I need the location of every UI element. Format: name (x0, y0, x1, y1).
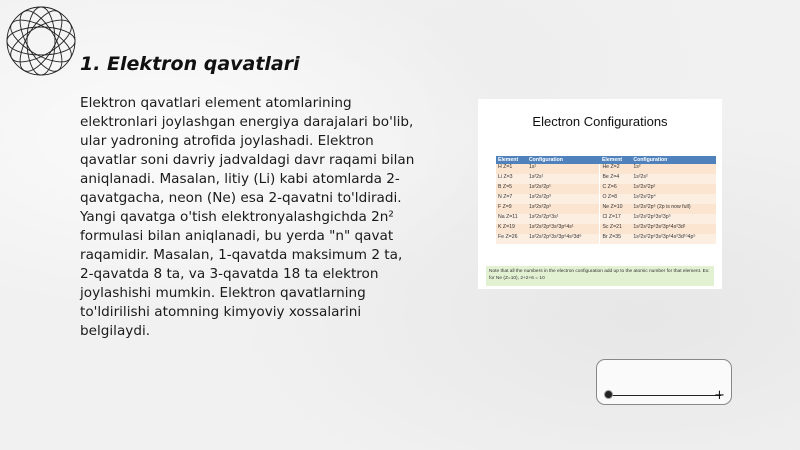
table-cell: 1s²2s²2p⁶3s²3p⁵ (631, 214, 716, 224)
table-cell: 1s²2s² (631, 174, 716, 184)
table-cell: 1s²2s²2p⁶3s¹ (527, 214, 600, 224)
table-cell: H Z=1 (496, 164, 527, 174)
table-cell: 1s²2s²2p¹ (527, 184, 600, 194)
table-cell: B Z=5 (496, 184, 527, 194)
circle-ornament-icon (4, 4, 78, 78)
electron-configuration-image (478, 99, 722, 289)
slide-body-text: Elektron qavatlari element atomlarining elektronlari joylashgan energiya darajalari bo'lib, ular yadroning atrofida joylashadi. Elektron qavatlar soni davriy jadvaldagi davr raqami bilan aniqlanadi. Masalan, litiy (Li) kabi atomlarda 2-qavatgacha, neon (Ne) esa 2-qavatni to'ldiradi. Yangi qavatga o'tish elektronyalashgichda 2n² formulasi bilan aniqlanadi, bu yerda "n" qavat raqamidir. Masalan, 1-qavatda maksimum 2 ta, 2-qavatda 8 ta, va 3-qavatda 18 ta elektron joylashishi mumkin. Elektron qavatlarning to'ldirilishi atomning kimyoviy xossalarini belgilaydi. (80, 95, 415, 339)
table-cell: Sc Z=21 (600, 224, 631, 234)
table-cell: F Z=9 (496, 204, 527, 214)
table-cell: Be Z=4 (600, 174, 631, 184)
table-cell: 1s²2s²2p⁶3s²3p⁶4s²3d¹ (631, 224, 716, 234)
plus-icon[interactable]: + (714, 388, 725, 403)
header-element-2: Element (600, 156, 631, 164)
table-cell: 1s²2s²2p⁶3s²3p⁶4s¹ (527, 224, 600, 234)
table-cell: 1s²2s²2p⁶3s²3p⁶4s²3d⁶ (527, 234, 600, 244)
table-row (496, 174, 716, 184)
table-cell: 1s²2s²2p⁴ (631, 194, 716, 204)
table-cell: 1s²2s¹ (527, 174, 600, 184)
table-row (496, 224, 716, 234)
header-configuration-1: Configuration (527, 156, 600, 164)
table-cell: Li Z=3 (496, 174, 527, 184)
table-header-row (496, 156, 716, 164)
configuration-note: Note that all the numbers in the electron configuration add up to the atomic number for that element. Ex: for Ne (Z=10), 2+2+6 = 10 (486, 266, 714, 286)
table-cell: 1s²2s²2p⁶ (2p is now full) (631, 204, 716, 214)
media-control-box[interactable] (596, 359, 732, 405)
table-cell: Cl Z=17 (600, 214, 631, 224)
table-row (496, 194, 716, 204)
table-cell: K Z=19 (496, 224, 527, 234)
table-cell: N Z=7 (496, 194, 527, 204)
table-cell: 1s²2s²2p² (631, 184, 716, 194)
table-cell: Br Z=35 (600, 234, 631, 244)
slide-title: 1. Elektron qavatlari (80, 53, 300, 75)
table-cell: 1s²2s²2p³ (527, 194, 600, 204)
header-configuration-2: Configuration (631, 156, 716, 164)
table-cell: 1s¹ (527, 164, 600, 174)
table-row (496, 234, 716, 244)
start-dot-icon[interactable] (605, 391, 612, 398)
table-row (496, 164, 716, 174)
header-element-1: Element (496, 156, 527, 164)
table-row (496, 184, 716, 194)
image-title: Electron Configurations (532, 114, 668, 129)
table-cell: Na Z=11 (496, 214, 527, 224)
table-cell: 1s²2s²2p⁵ (527, 204, 600, 214)
table-cell: Ne Z=10 (600, 204, 631, 214)
table-cell: He Z=2 (600, 164, 631, 174)
table-cell: Fe Z=26 (496, 234, 527, 244)
timeline-track[interactable] (609, 395, 721, 396)
table-cell: 1s² (631, 164, 716, 174)
table-cell: 1s²2s²2p⁶3s²3p⁶4s²3d¹⁰4p⁵ (631, 234, 716, 244)
table-cell: C Z=6 (600, 184, 631, 194)
table-row (496, 204, 716, 214)
table-cell: O Z=8 (600, 194, 631, 204)
table-row (496, 214, 716, 224)
configuration-table (496, 156, 716, 244)
